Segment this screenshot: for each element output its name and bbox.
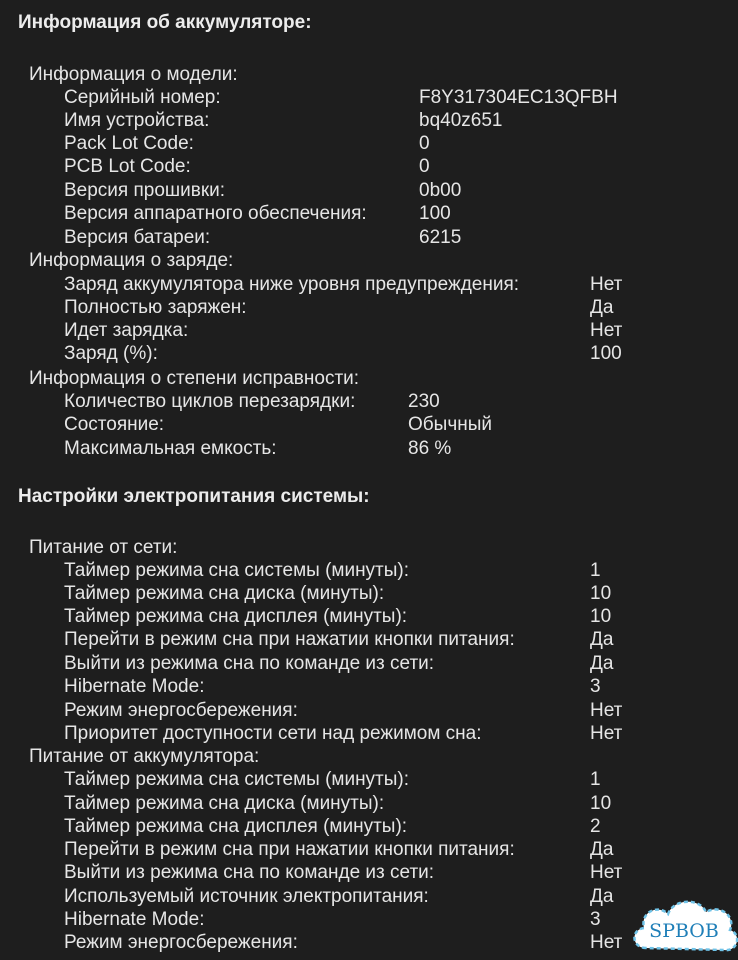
row-label: Имя устройства: [64,110,210,131]
row-label: Количество циклов перезарядки: [64,391,356,412]
bat-row-disk-sleep [64,793,738,816]
row-value: bq40z651 [419,110,503,131]
row-value: Нет [590,700,623,721]
row-value: Нет [590,862,623,883]
row-value: 2 [590,816,601,837]
model-row-pcb-lot [64,156,738,179]
row-value: 1 [590,560,601,581]
row-value: Да [590,839,614,860]
model-row-device-name [64,110,738,133]
row-label: Таймер режима сна системы (минуты): [64,560,410,581]
health-row-cycle-count [64,391,738,414]
row-value: 3 [590,909,601,930]
row-value: 10 [590,793,612,814]
row-value: 86 % [408,438,452,459]
ac-row-sleep-on-power-button [64,629,738,652]
row-label: Серийный номер: [64,87,221,108]
row-label: Таймер режима сна дисплея (минуты): [64,816,408,837]
row-value: Обычный [408,414,492,435]
row-value: Да [590,886,614,907]
ac-row-system-sleep [64,560,738,583]
ac-row-low-power-mode [64,700,738,723]
ac-row-wake-on-lan [64,653,738,676]
row-value: Нет [590,932,623,953]
row-value: Да [590,653,614,674]
power-section-title: Настройки электропитания системы: [18,486,370,507]
row-label: Режим энергосбережения: [64,700,298,721]
health-info-title: Информация о степени исправности: [29,368,360,389]
row-value: F8Y317304EC13QFBH [419,87,618,108]
charge-row-below-warning [64,274,738,297]
row-value: 10 [590,606,612,627]
row-label: Идет зарядка: [64,320,189,341]
row-value: Да [590,297,614,318]
row-label: Hibernate Mode: [64,676,205,697]
health-row-max-capacity [64,438,738,461]
spbob-watermark [628,890,738,960]
row-label: Приоритет доступности сети над режимом сна: [64,723,482,744]
row-value: 1 [590,769,601,790]
row-label: Полностью заряжен: [64,297,247,318]
bat-row-display-sleep [64,816,738,839]
model-row-battery-version [64,227,738,250]
ac-row-disk-sleep [64,583,738,606]
row-label: Режим энергосбережения: [64,932,298,953]
model-row-firmware [64,180,738,203]
row-label: Выйти из режима сна по команде из сети: [64,653,435,674]
charge-row-percent [64,343,738,366]
row-value: Нет [590,320,623,341]
bat-row-wake-on-lan [64,862,738,885]
charge-info-title: Информация о заряде: [29,250,234,271]
row-label: Состояние: [64,414,165,435]
bat-row-sleep-on-power-button [64,839,738,862]
health-row-condition [64,414,738,437]
row-value: Нет [590,723,623,744]
charge-row-charging [64,320,738,343]
ac-row-network-priority [64,723,738,746]
row-label: Таймер режима сна дисплея (минуты): [64,606,408,627]
row-label: Таймер режима сна системы (минуты): [64,769,410,790]
row-value: 230 [408,391,440,412]
row-label: Заряд аккумулятора ниже уровня предупреждения: [64,274,520,295]
row-label: Pack Lot Code: [64,133,194,154]
row-label: Версия батареи: [64,227,211,248]
row-label: Таймер режима сна диска (минуты): [64,793,385,814]
ac-row-hibernate-mode [64,676,738,699]
row-label: Hibernate Mode: [64,909,205,930]
row-label: Используемый источник электропитания: [64,886,429,907]
row-label: Перейти в режим сна при нажатии кнопки питания: [64,629,515,650]
ac-power-title: Питание от сети: [29,537,178,558]
row-label: Версия аппаратного обеспечения: [64,203,367,224]
row-label: Таймер режима сна диска (минуты): [64,583,385,604]
row-value: 0 [419,133,430,154]
battery-power-title: Питание от аккумулятора: [29,746,260,767]
ac-row-display-sleep [64,606,738,629]
row-value: Да [590,629,614,650]
charge-row-fully-charged [64,297,738,320]
model-row-pack-lot [64,133,738,156]
row-label: Заряд (%): [64,343,158,364]
row-value: 0b00 [419,180,462,201]
row-value: 0 [419,156,430,177]
row-label: Максимальная емкость: [64,438,277,459]
row-label: PCB Lot Code: [64,156,191,177]
row-label: Перейти в режим сна при нажатии кнопки питания: [64,839,515,860]
bat-row-system-sleep [64,769,738,792]
row-value: 3 [590,676,601,697]
row-label: Версия прошивки: [64,180,226,201]
row-value: 10 [590,583,612,604]
row-value: Нет [590,274,623,295]
watermark-text: SPBOB [649,920,719,942]
model-info-title: Информация о модели: [29,64,238,85]
model-row-hardware [64,203,738,226]
cloud-logo-icon [628,890,738,960]
row-value: 100 [419,203,451,224]
row-label: Выйти из режима сна по команде из сети: [64,862,435,883]
battery-section-title: Информация об аккумуляторе: [18,12,312,33]
model-row-serial [64,87,738,110]
row-value: 6215 [419,227,462,248]
row-value: 100 [590,343,622,364]
